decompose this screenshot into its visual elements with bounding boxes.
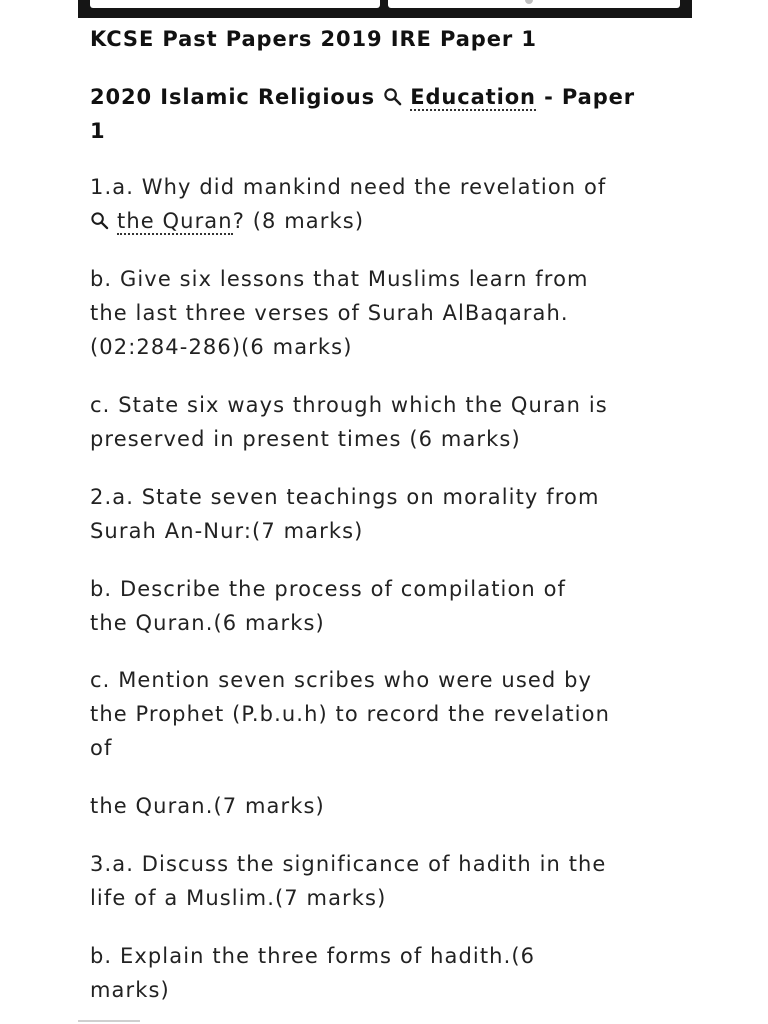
top-tab-frame — [78, 0, 692, 18]
quran-link-text[interactable]: the Quran — [117, 209, 233, 233]
education-link-text[interactable]: Education — [410, 85, 536, 109]
q1a-text: 1.a. Why did mankind need the revelation of — [90, 175, 607, 199]
subtitle-line2: 1 — [90, 119, 106, 143]
question-3b — [90, 939, 690, 1007]
q3b-line2: marks) — [90, 978, 170, 1002]
q2b-line1: b. Describe the process of compilation of — [90, 577, 567, 601]
q2c-line1: c. Mention seven scribes who were used by — [90, 668, 593, 692]
q1a-marks: ? (8 marks) — [232, 209, 365, 233]
q3a-line2: life of a Muslim.(7 marks) — [90, 886, 387, 910]
q1c-line2: preserved in present times (6 marks) — [90, 427, 521, 451]
q2a-line2: Surah An-Nur:(7 marks) — [90, 519, 364, 543]
paper-subtitle — [90, 80, 680, 148]
page-title: KCSE Past Papers 2019 IRE Paper 1 — [90, 27, 537, 51]
question-1b — [90, 262, 690, 364]
question-2c-continued — [90, 789, 690, 823]
q1b-line1: b. Give six lessons that Muslims learn from — [90, 267, 589, 291]
q2c-line3: of — [90, 736, 113, 760]
bottom-divider — [78, 1020, 140, 1022]
education-search-link[interactable] — [383, 85, 544, 109]
q3a-line1: 3.a. Discuss the significance of hadith in the — [90, 852, 607, 876]
question-3a — [90, 847, 690, 915]
q1b-line2: the last three verses of Surah AlBaqarah. — [90, 301, 569, 325]
q3b-line1: b. Explain the three forms of hadith.(6 — [90, 944, 536, 968]
q2a-line1: 2.a. State seven teachings on morality from — [90, 485, 600, 509]
tab-left[interactable] — [90, 0, 380, 8]
subtitle-before: 2020 Islamic Religious — [90, 85, 375, 109]
question-2a — [90, 480, 690, 548]
tab-right[interactable] — [388, 0, 680, 8]
q2b-line2: the Quran.(6 marks) — [90, 611, 325, 635]
question-2b — [90, 572, 690, 640]
search-icon — [383, 87, 402, 106]
q2c-cont-line1: the Quran.(7 marks) — [90, 794, 325, 818]
search-icon — [90, 211, 109, 230]
question-2c — [90, 663, 690, 765]
q2c-line2: the Prophet (P.b.u.h) to record the revelation — [90, 702, 610, 726]
subtitle-after: - Paper — [544, 85, 636, 109]
quran-search-link[interactable] — [90, 209, 233, 233]
question-1c — [90, 388, 690, 456]
q1c-line1: c. State six ways through which the Quran is — [90, 393, 608, 417]
q1b-line3: (02:284-286)(6 marks) — [90, 335, 353, 359]
question-1a — [90, 170, 690, 238]
